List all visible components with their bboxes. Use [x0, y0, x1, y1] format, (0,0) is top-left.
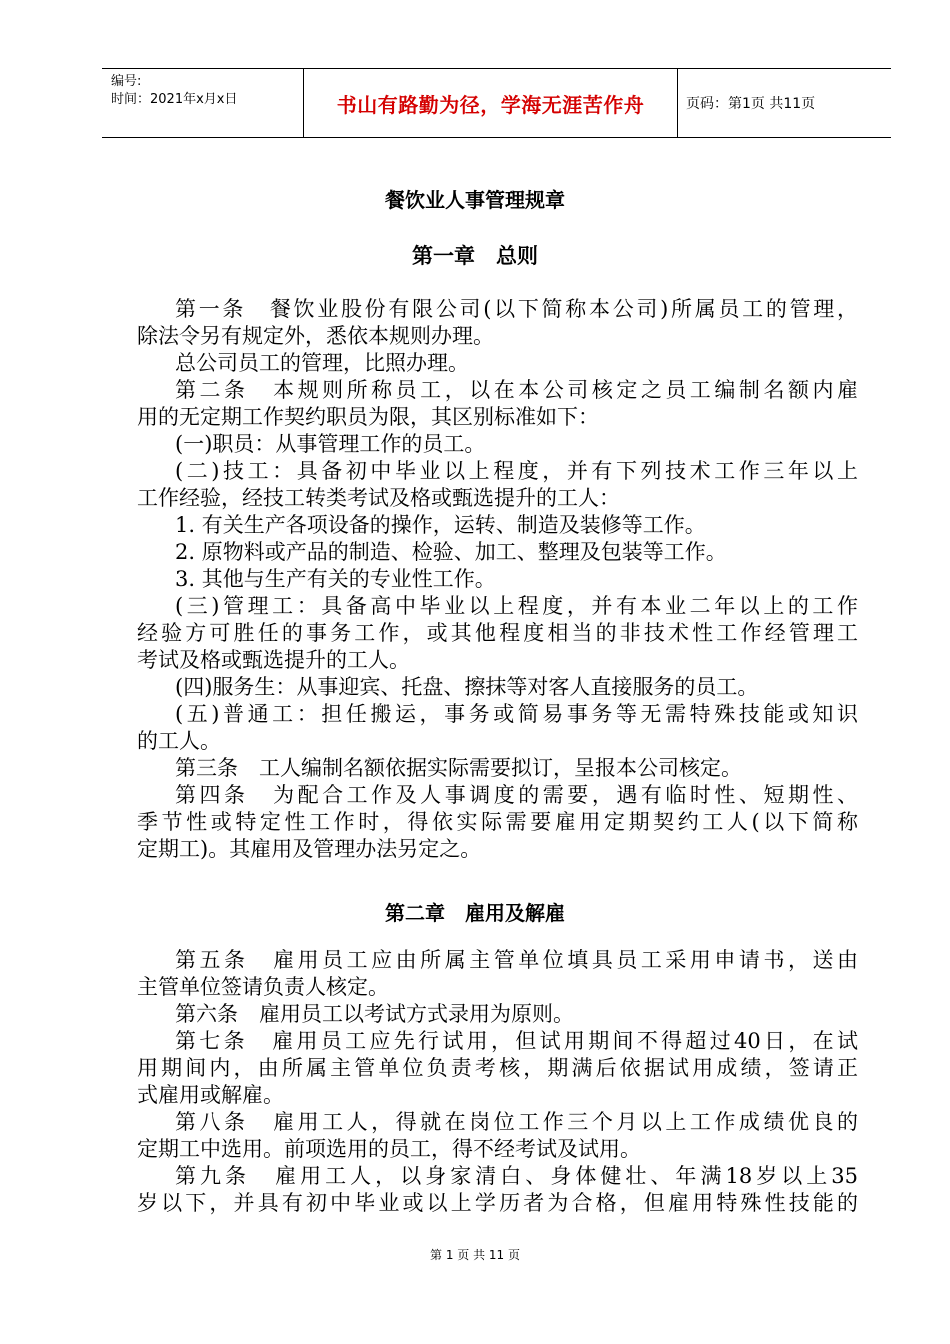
- page-info: 页码：第1页 共11页: [686, 96, 816, 112]
- paragraph-line: (三)管理工：具备高中毕业以上程度，并有本业二年以上的工作: [175, 594, 858, 618]
- header-meta-cell: [102, 69, 304, 137]
- paragraph-line: 定期工中选用。前项选用的员工，得不经考试及试用。: [137, 1137, 641, 1161]
- list-item: 2. 原物料或产品的制造、检验、加工、整理及包装等工作。: [175, 540, 727, 564]
- paragraph-line: 用的无定期工作契约职员为限，其区别标准如下：: [137, 405, 599, 429]
- header-page-cell: [678, 69, 891, 137]
- paragraph-line: 岁以下，并具有初中毕业或以上学历者为合格，但雇用特殊性技能的: [137, 1191, 858, 1215]
- header-motto-cell: [304, 69, 678, 137]
- paragraph-line: (二)技工：具备初中毕业以上程度，并有下列技术工作三年以上: [175, 459, 858, 483]
- list-item: 3. 其他与生产有关的专业性工作。: [175, 567, 496, 591]
- paragraph-line: 除法令另有规定外，悉依本规则办理。: [137, 324, 494, 348]
- page-footer: 第 1 页 共 11 页: [430, 1248, 520, 1262]
- paragraph-line: 第八条 雇用工人，得就在岗位工作三个月以上工作成绩优良的: [175, 1110, 858, 1134]
- paragraph-line: 第四条 为配合工作及人事调度的需要，遇有临时性、短期性、: [175, 783, 858, 807]
- paragraph-line: (四)服务生：从事迎宾、托盘、擦抹等对客人直接服务的员工。: [175, 675, 759, 699]
- paragraph-line: 第五条 雇用员工应由所属主管单位填具员工采用申请书，送由: [175, 948, 858, 972]
- paragraph-line: 总公司员工的管理，比照办理。: [175, 351, 469, 375]
- paragraph-line: 经验方可胜任的事务工作，或其他程度相当的非技术性工作经管理工: [137, 621, 858, 645]
- list-item: 1. 有关生产各项设备的操作，运转、制造及装修等工作。: [175, 513, 706, 537]
- motto-text: 书山有路勤为径，学海无涯苦作舟: [336, 92, 645, 117]
- paragraph-line: (五)普通工：担任搬运，事务或简易事务等无需特殊技能或知识: [175, 702, 858, 726]
- paragraph-line: 定期工)。其雇用及管理办法另定之。: [137, 837, 482, 861]
- paragraph-line: 季节性或特定性工作时，得依实际需要雇用定期契约工人(以下简称: [137, 810, 858, 834]
- paragraph-line: 第三条 工人编制名额依据实际需要拟订，呈报本公司核定。: [175, 756, 742, 780]
- paragraph-line: 考试及格或甄选提升的工人。: [137, 648, 410, 672]
- paragraph-line: 工作经验，经技工转类考试及格或甄选提升的工人：: [137, 486, 620, 510]
- number-label: 编号:: [111, 74, 142, 89]
- paragraph-line: 主管单位签请负责人核定。: [137, 975, 389, 999]
- chapter-1-title: 第一章 总则: [412, 244, 538, 268]
- paragraph-line: 第二条 本规则所称员工，以在本公司核定之员工编制名额内雇: [175, 378, 858, 402]
- document-header: [102, 68, 891, 138]
- paragraph-line: 的工人。: [137, 729, 221, 753]
- document-title: 餐饮业人事管理规章: [385, 188, 565, 212]
- paragraph-line: 用期间内，由所属主管单位负责考核，期满后依据试用成绩，签请正: [137, 1056, 858, 1080]
- paragraph-line: 第九条 雇用工人，以身家清白、身体健壮、年满18岁以上35: [175, 1164, 858, 1188]
- paragraph-line: (一)职员：从事管理工作的员工。: [175, 432, 486, 456]
- paragraph-line: 第六条 雇用员工以考试方式录用为原则。: [175, 1002, 574, 1026]
- chapter-2-title: 第二章 雇用及解雇: [385, 901, 565, 925]
- paragraph-line: 式雇用或解雇。: [137, 1083, 284, 1107]
- paragraph-line: 第一条 餐饮业股份有限公司(以下简称本公司)所属员工的管理，: [175, 297, 858, 321]
- paragraph-line: 第七条 雇用员工应先行试用，但试用期间不得超过40日，在试: [175, 1029, 858, 1053]
- time-label: 时间：2021年x月x日: [111, 92, 238, 107]
